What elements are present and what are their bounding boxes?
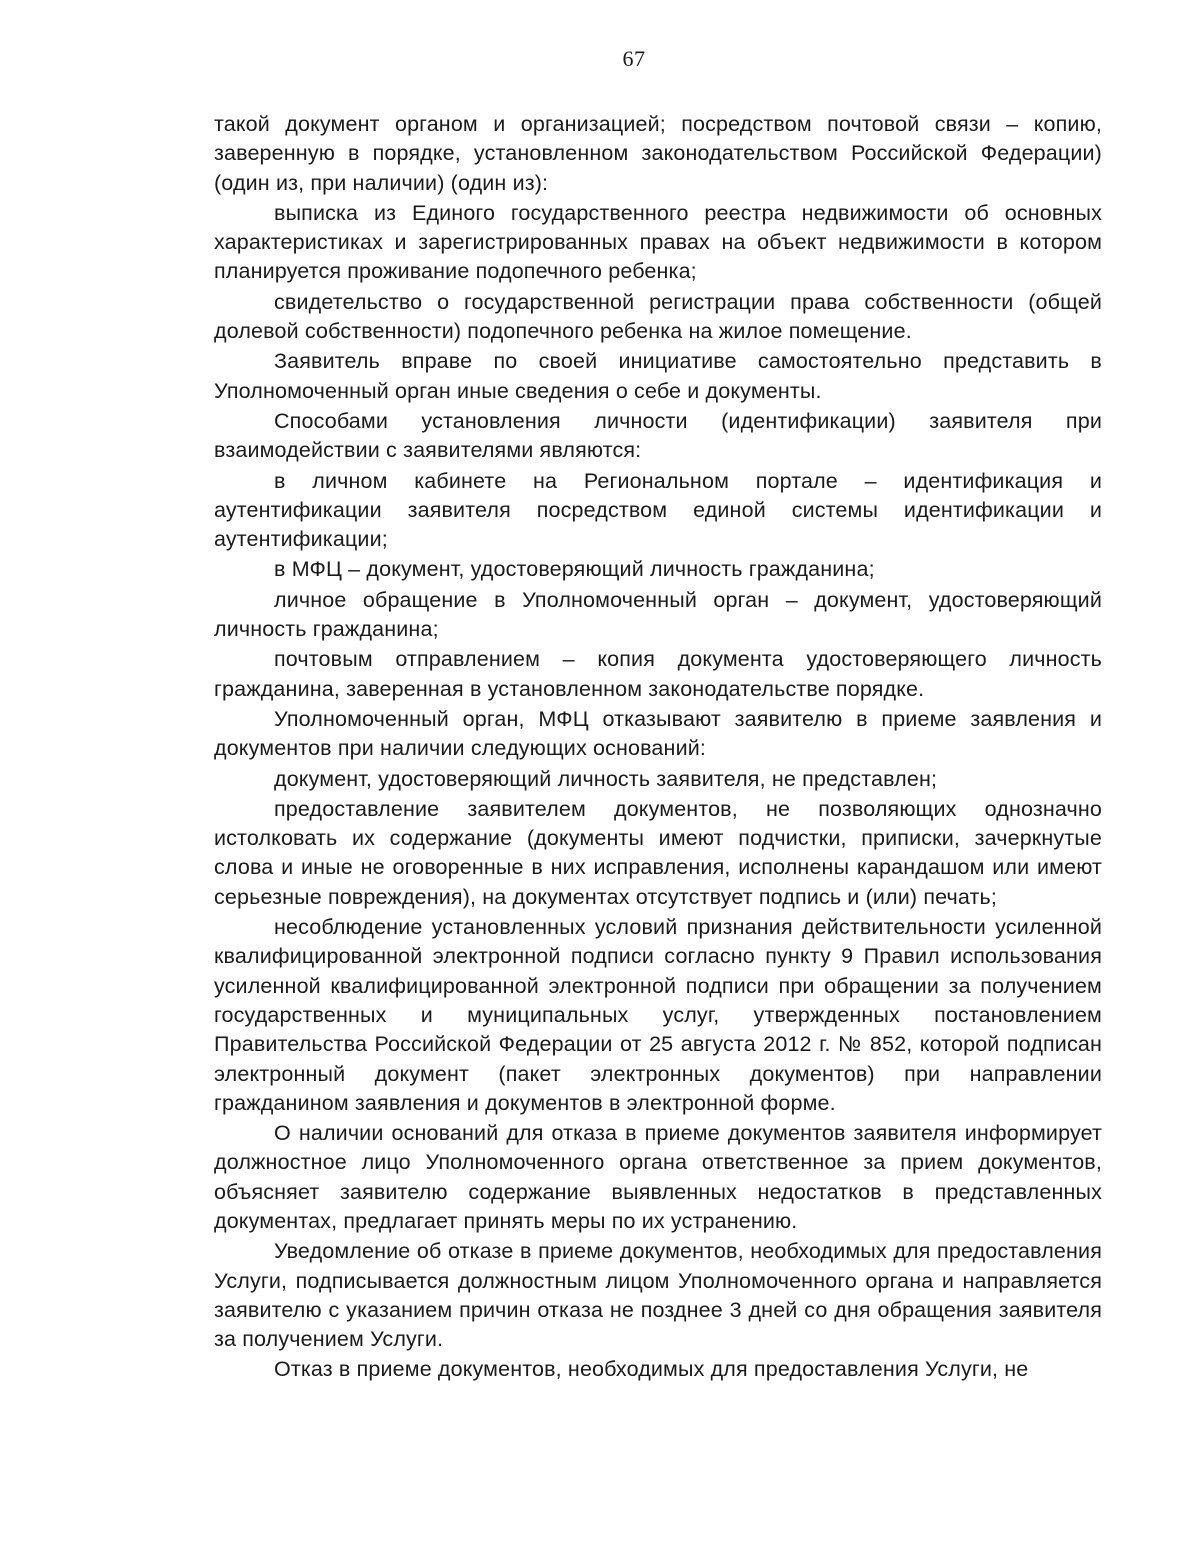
document-body — [214, 110, 1102, 1385]
paragraph: Уведомление об отказе в приеме документов, необходимых для предоставления Услуги, подписывается должностным лицом Уполномоченного органа и направляется заявителю с указанием причин отказа не позднее 3 дней со дня обращения заявителя за получением Услуги. — [214, 1239, 1102, 1352]
page-number: 67 — [622, 46, 646, 71]
paragraph: Способами установления личности (идентификации) заявителя при взаимодействии с заявителями являются: — [214, 408, 1102, 463]
paragraph: Уполномоченный орган, МФЦ отказывают заявителю в приеме заявления и документов при наличии следующих оснований: — [214, 706, 1102, 761]
paragraph: предоставление заявителем документов, не позволяющих однозначно истолковать их содержание (документы имеют подчистки, приписки, зачеркнутые слова и иные не оговоренные в них исправления, исполнены карандашом или имеют серьезные повреждения), на документах отсутствует подпись и (или) печать; — [214, 796, 1102, 909]
paragraph: личное обращение в Уполномоченный орган – документ, удостоверяющий личность гражданина; — [214, 587, 1102, 642]
paragraph: такой документ органом и организацией; посредством почтовой связи – копию, заверенную в порядке, установленном законодательством Российской Федерации) (один из, при наличии) (один из): — [214, 112, 1102, 195]
paragraph: в личном кабинете на Региональном портале – идентификация и аутентификации заявителя посредством единой системы идентификации и аутентификации; — [214, 468, 1102, 552]
paragraph: Отказ в приеме документов, необходимых для предоставления Услуги, не — [274, 1357, 1029, 1382]
paragraph: свидетельство о государственной регистрации права собственности (общей долевой собственности) подопечного ребенка на жилое помещение. — [214, 289, 1102, 344]
paragraph: в МФЦ – документ, удостоверяющий личность гражданина; — [274, 557, 875, 582]
paragraph: документ, удостоверяющий личность заявителя, не представлен; — [274, 766, 938, 791]
paragraph: выписка из Единого государственного реестра недвижимости об основных характеристиках и зарегистрированных правах на объект недвижимости в котором планируется проживание подопечного ребенка; — [214, 200, 1102, 284]
paragraph: несоблюдение установленных условий признания действительности усиленной квалифицированной электронной подписи согласно пункту 9 Правил использования усиленной квалифицированной электронной подписи при обращении за получением государственных и муниципальных услуг, утвержденных постановлением Правительства Российской Федерации от 25 августа 2012 г. № 852, которой подписан электронный документ (пакет электронных документов) при направлении гражданином заявления и документов в электронной форме. — [214, 915, 1102, 1115]
paragraph: Заявитель вправе по своей инициативе самостоятельно представить в Уполномоченный орган иные сведения о себе и документы. — [214, 349, 1102, 403]
paragraph: О наличии оснований для отказа в приеме документов заявителя информирует должностное лицо Уполномоченного органа ответственное за прием документов, объясняет заявителю содержание выявленных недостатков в представленных документах, предлагает принять меры по их устранению. — [214, 1121, 1102, 1233]
paragraph: почтовым отправлением – копия документа удостоверяющего личность гражданина, заверенная в установленном законодательстве порядке. — [214, 647, 1102, 701]
